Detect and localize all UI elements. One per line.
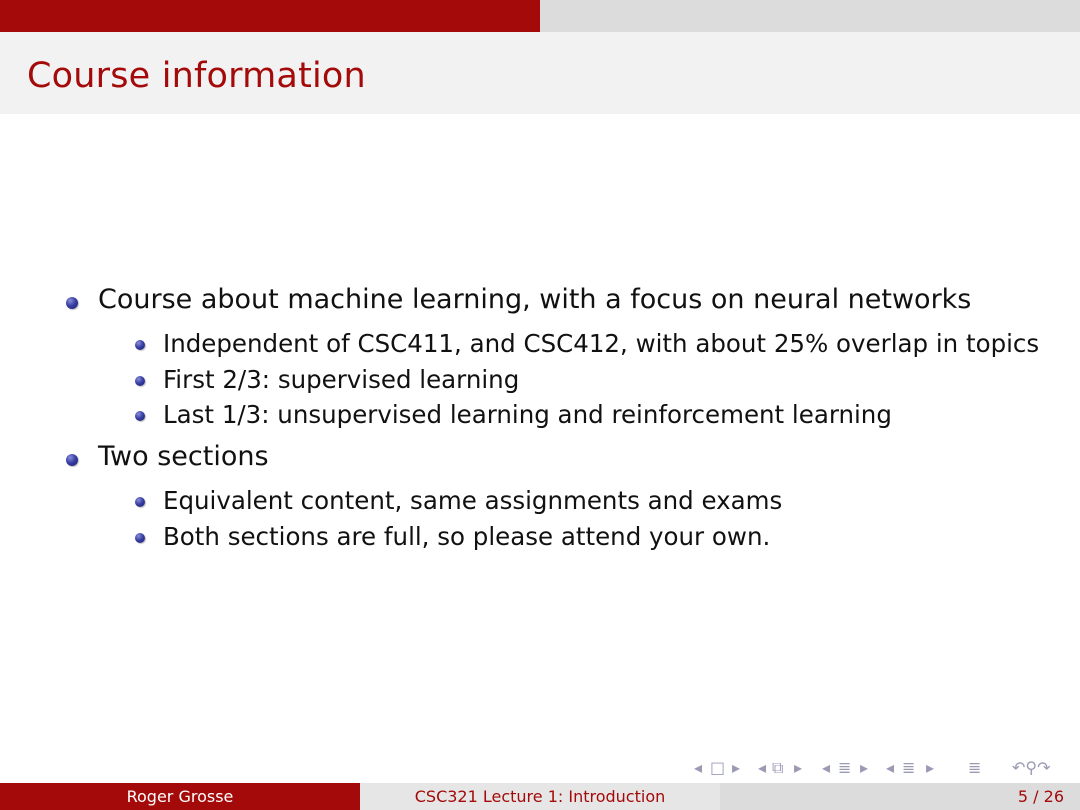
sub-bullet-2-1: Equivalent content, same assignments and exams (163, 486, 783, 515)
prev-part-icon[interactable]: ◂ (886, 758, 895, 777)
slide-title: Course information (27, 56, 366, 96)
bullet-2: Two sections (98, 441, 269, 472)
sub-bullet-1-1: Independent of CSC411, and CSC412, with about 25% overlap in topics (163, 329, 1040, 358)
bullet-icon (66, 297, 78, 309)
footer (0, 783, 1080, 810)
footer-lecture: CSC321 Lecture 1: Introduction (360, 783, 720, 810)
next-frame-icon[interactable]: ▸ (732, 758, 741, 777)
sub-bullet-icon (135, 340, 145, 350)
next-subsection-icon[interactable]: ▸ (794, 758, 803, 777)
sub-bullet-icon (135, 411, 145, 421)
sub-bullet-icon (135, 497, 145, 507)
sub-bullet-1-2: First 2/3: supervised learning (163, 365, 520, 394)
sub-bullet-icon (135, 533, 145, 543)
sub-bullet-1-3: Last 1/3: unsupervised learning and reinforcement learning (163, 400, 892, 429)
toc-icon[interactable]: ≣ (968, 758, 982, 777)
prev-subsection-icon[interactable]: ◂ (758, 758, 767, 777)
footer-author: Roger Grosse (0, 783, 360, 810)
frame-icon[interactable]: □ (710, 758, 726, 777)
bullet-icon (66, 454, 78, 466)
prev-frame-icon[interactable]: ◂ (694, 758, 703, 777)
part-icon[interactable]: ≣ (902, 758, 916, 777)
bullet-1: Course about machine learning, with a focus on neural networks (98, 284, 972, 315)
sub-bullet-2-2: Both sections are full, so please attend your own. (163, 522, 771, 551)
section-icon[interactable]: ≣ (838, 758, 852, 777)
subsection-icon[interactable]: ⧉ (772, 758, 784, 777)
footer-page-number: 5 / 26 (720, 783, 1080, 810)
prev-section-icon[interactable]: ◂ (822, 758, 831, 777)
search-icon[interactable]: ↶⚲↷ (1012, 758, 1051, 777)
next-part-icon[interactable]: ▸ (926, 758, 935, 777)
sub-bullet-icon (135, 376, 145, 386)
next-section-icon[interactable]: ▸ (860, 758, 869, 777)
